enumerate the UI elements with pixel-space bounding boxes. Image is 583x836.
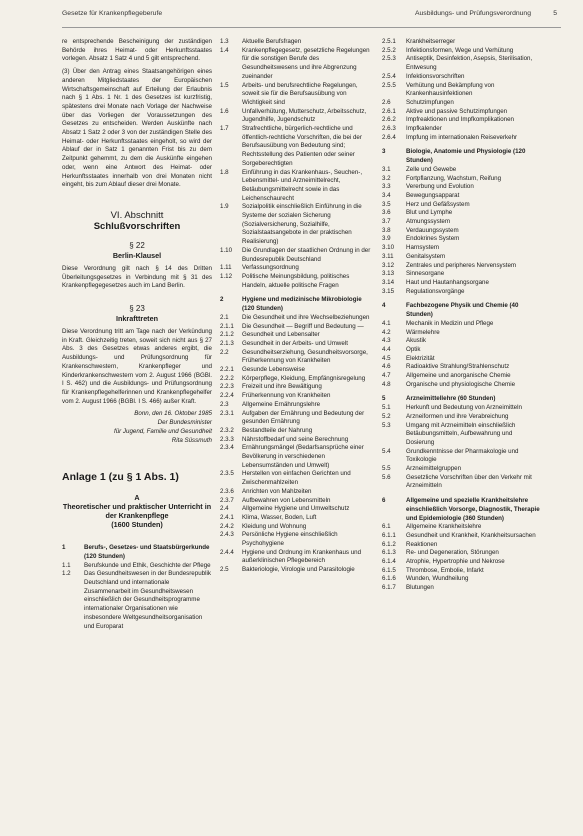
curriculum-item <box>382 575 542 584</box>
item-text: Früherkennung von Krankheiten <box>242 392 331 400</box>
paragraph-22-text: Diese Verordnung gilt nach § 14 des Dritten Überleitungsgesetzes in Verbindung mit § 31 des Krankenpflegegesetzes auch im Land Berlin. <box>62 264 212 290</box>
item-number: 1.7 <box>220 125 229 133</box>
item-text: Gesundheit und Krankheit, Krankheitsursachen <box>406 531 536 539</box>
anlage-title: Theoretischer und praktischer Unterricht in der Krankenpflege <box>62 502 212 521</box>
item-text: Impfung im internationalen Reiseverkehr <box>406 133 518 141</box>
item-text: Allgemeine Hygiene und Umweltschutz <box>242 505 350 513</box>
item-text: Kleidung und Wohnung <box>242 522 307 530</box>
item-text: Gesunde Lebensweise <box>242 366 305 374</box>
item-number: 2.4.3 <box>220 531 234 539</box>
item-text: Freizeit und ihre Bewältigung <box>242 383 322 391</box>
item-text: Wunden, Wundheilung <box>406 575 469 583</box>
curriculum-item <box>220 314 374 323</box>
item-number: 2.1.1 <box>220 322 234 330</box>
item-number: 5.5 <box>382 465 391 473</box>
curriculum-item <box>382 422 542 448</box>
item-text: Endokrines System <box>406 235 460 243</box>
item-text: Verhütung und Bekämpfung von Krankenhausinfektionen <box>406 81 495 98</box>
item-text: Elektrizität <box>406 354 435 362</box>
item-text: Nährstoffbedarf und seine Berechnung <box>242 435 349 443</box>
item-number: 5.6 <box>382 473 391 481</box>
abschnitt-title: Schlußvorschriften <box>93 220 181 232</box>
item-text: Arzneimittellehre (60 Stunden) <box>406 395 496 403</box>
item-number: 4.6 <box>382 363 391 371</box>
column-1 <box>62 38 212 631</box>
item-text: Blut und Lymphe <box>406 209 453 217</box>
item-text: Re- und Degeneration, Störungen <box>406 549 499 557</box>
item-text: Herstellen von einfachen Gerichten und Zwischenmahlzeiten <box>242 470 351 487</box>
item-text: Krankheitserreger <box>406 38 456 45</box>
item-number: 3.14 <box>382 278 395 286</box>
item-text: Allgemeine Ernährungslehre <box>242 400 321 408</box>
item-number: 6.1.7 <box>382 584 396 592</box>
curriculum-item <box>220 375 374 384</box>
curriculum-item <box>382 346 542 355</box>
curriculum-item <box>382 73 542 82</box>
item-text: Mechanik in Medizin und Pflege <box>406 319 494 327</box>
item-text: Aufgaben der Ernährung und Bedeutung der gesunden Ernährung <box>242 409 365 426</box>
item-text: Arzneiformen und ihre Verabreichung <box>406 412 509 420</box>
signature-name: Rita Süssmuth <box>171 436 212 444</box>
curriculum-item <box>62 544 212 561</box>
item-number: 5.4 <box>382 447 391 455</box>
curriculum-item <box>382 227 542 236</box>
item-number: 2.4.4 <box>220 548 234 556</box>
item-text: Impfkalender <box>406 125 442 133</box>
paragraph-22-number: § 22 <box>129 240 145 250</box>
item-text: Allgemeine und spezielle Krankheitslehre einschließlich Vorsorge, Diagnostik, Therapie und Epidemiologie (360 Stunden) <box>406 497 540 522</box>
item-text: Gesundheit in der Arbeits- und Umwelt <box>242 339 348 347</box>
curriculum-item <box>382 355 542 364</box>
item-number: 4.7 <box>382 372 391 380</box>
curriculum-item <box>382 288 542 297</box>
item-number: 2.2.2 <box>220 374 234 382</box>
item-text: Regulationsvorgänge <box>406 287 465 295</box>
curriculum-item <box>382 192 542 201</box>
item-number: 1.10 <box>220 246 233 254</box>
item-number: 2.5.5 <box>382 81 396 89</box>
item-number: 3.10 <box>382 244 395 252</box>
curriculum-item <box>220 488 374 497</box>
curriculum-item <box>382 329 542 338</box>
curriculum-item <box>382 235 542 244</box>
item-number: 3.3 <box>382 183 391 191</box>
item-number: 1.4 <box>220 46 229 54</box>
curriculum-item <box>220 531 374 548</box>
item-number: 1.3 <box>220 38 229 45</box>
item-number: 4.1 <box>382 319 391 327</box>
curriculum-item <box>382 134 542 143</box>
item-text: Das Gesundheitswesen in der Bundesrepublik Deutschland und internationale Zusammenarbeit im Gesundheitswesen einschließlich der Gesundheitsprogramme internationaler Organisationen wie insbesondere Weltgesundheitsorganisation und Europarat <box>84 570 211 630</box>
item-text: Verdauungssystem <box>406 226 459 234</box>
item-number: 4.3 <box>382 337 391 345</box>
item-text: Schutzimpfungen <box>406 98 454 106</box>
item-text: Verfassungsordnung <box>242 264 299 272</box>
curriculum-list-col1 <box>62 544 212 631</box>
item-text: Haut und Hautanhangsorgane <box>406 278 489 286</box>
item-number: 1 <box>62 544 66 552</box>
curriculum-item <box>382 541 542 550</box>
item-number: 3.4 <box>382 191 391 199</box>
curriculum-item <box>220 349 374 366</box>
item-number: 2.6.3 <box>382 125 396 133</box>
item-number: 6.1 <box>382 523 391 531</box>
curriculum-item <box>220 566 374 575</box>
item-number: 2.3.5 <box>220 470 234 478</box>
item-text: Harnsystem <box>406 244 440 252</box>
item-text: Antiseptik, Desinfektion, Asepsis, Sterilisation, Entwesung <box>406 55 533 72</box>
curriculum-item <box>220 203 374 247</box>
item-text: Atmungssystem <box>406 218 451 226</box>
item-text: Bakteriologie, Virologie und Parasitologie <box>242 566 355 574</box>
item-text: Sozialpolitik einschließlich Einführung in die Systeme der sozialen Sicherung (Sozialversicherung, Sozialhilfe, Sozialstaatsangebote in der praktischen Realisierung) <box>242 203 362 246</box>
curriculum-item <box>382 567 542 576</box>
item-text: Politische Meinungsbildung, politisches Handeln, aktuelle politische Fragen <box>242 272 350 289</box>
item-number: 3.8 <box>382 226 391 234</box>
item-number: 5.2 <box>382 412 391 420</box>
item-text: Herkunft und Bedeutung von Arzneimitteln <box>406 404 522 412</box>
curriculum-item <box>382 218 542 227</box>
item-text: Fortpflanzung, Wachstum, Reifung <box>406 174 502 182</box>
curriculum-item <box>62 570 212 631</box>
item-text: Einführung in das Krankenhaus-, Seuchen-, Lebensmittel- und Arzneimittelrecht, Betäubungsmittelrecht sowie in das Leichenschaurecht <box>242 168 363 202</box>
curriculum-item <box>382 404 542 413</box>
item-text: Organische und physiologische Chemie <box>406 380 516 388</box>
curriculum-item <box>382 244 542 253</box>
curriculum-item <box>220 108 374 125</box>
item-text: Wärmelehre <box>406 328 440 336</box>
curriculum-item <box>220 444 374 470</box>
item-text: Allgemeine und anorganische Chemie <box>406 372 511 380</box>
curriculum-item <box>220 82 374 108</box>
header-title: Gesetze für Krankenpflegeberufe <box>62 10 163 17</box>
curriculum-item <box>382 302 542 319</box>
item-number: 4.2 <box>382 328 391 336</box>
paragraph: (3) Über den Antrag eines Staatsangehörigen eines anderen Mitgliedstaates der Europäischen Wirtschaftsgemeinschaft auf Erteilung der Erlaubnis nach § 1 Abs. 1 Nr. 1 des Gesetzes ist kurzfristig, spätestens drei Monate nach Vorlage der Nachweise über das Vorliegen der Voraussetzungen des Gesetzes zu entscheiden. Werden Auskünfte nach Absatz 1 Satz 2 oder 3 von der zuständigen Stelle des Heimat- oder Herkunftsstaates eingeholt, so wird der Ablauf der in Satz 1 genannten Frist bis zu dem Zeitpunkt gehemmt, zu dem die Auskünfte eingehen oder, wenn eine Antwort des Heimat- oder Herkunftsstaates innerhalb von drei Monaten nicht eingeht, bis zum Ablauf dieser drei Monate. <box>62 68 212 189</box>
item-text: Optik <box>406 345 421 353</box>
item-text: Herz und Gefäßsystem <box>406 200 470 208</box>
item-number: 2.1.2 <box>220 331 234 339</box>
item-number: 4.8 <box>382 380 391 388</box>
curriculum-item <box>220 392 374 401</box>
curriculum-item <box>382 55 542 72</box>
item-text: Impfreaktionen und Impfkomplikationen <box>406 116 514 124</box>
item-text: Hygiene und medizinische Mikrobiologie (120 Stunden) <box>242 296 362 313</box>
curriculum-item <box>382 465 542 474</box>
curriculum-item <box>220 296 374 313</box>
curriculum-item <box>382 584 542 593</box>
curriculum-item <box>382 82 542 99</box>
item-number: 6 <box>382 497 386 505</box>
curriculum-list-col3 <box>382 38 542 593</box>
item-text: Genitalsystem <box>406 252 446 260</box>
item-text: Reaktionen <box>406 540 438 548</box>
item-number: 3.11 <box>382 252 394 260</box>
item-text: Gesundheit und Lebensalter <box>242 331 320 339</box>
item-number: 1.11 <box>220 264 232 272</box>
curriculum-item <box>382 413 542 422</box>
anlage-letter: A <box>134 493 140 503</box>
abschnitt-number: VI. Abschnitt <box>110 209 164 221</box>
item-number: 2.6 <box>382 98 391 106</box>
curriculum-item <box>382 175 542 184</box>
curriculum-item <box>382 372 542 381</box>
curriculum-item <box>382 497 542 523</box>
curriculum-item <box>382 523 542 532</box>
item-number: 2.4.2 <box>220 522 234 530</box>
item-text: Die Gesundheit — Begriff und Bedeutung — <box>242 322 364 330</box>
curriculum-item <box>62 562 212 571</box>
curriculum-item <box>220 410 374 427</box>
anlage-hours: (1600 Stunden) <box>111 520 163 530</box>
curriculum-item <box>220 497 374 506</box>
item-number: 5 <box>382 395 386 403</box>
curriculum-item <box>382 532 542 541</box>
item-text: Infektionsformen, Wege und Verhütung <box>406 46 514 54</box>
curriculum-item <box>382 474 542 491</box>
item-text: Infektionsvorschriften <box>406 72 465 80</box>
item-number: 1.2 <box>62 570 71 578</box>
curriculum-item <box>382 558 542 567</box>
curriculum-item <box>382 47 542 56</box>
item-number: 3 <box>382 148 386 156</box>
item-number: 2.6.1 <box>382 107 396 115</box>
paragraph: re entsprechende Bescheinigung der zuständigen Behörde ihres Heimat- oder Herkunftsstaates vorlegen. Absatz 1 Satz 4 und 5 gilt entsprechend. <box>62 38 212 63</box>
signature-role: Der Bundesminister <box>157 419 212 427</box>
item-number: 6.1.2 <box>382 540 396 548</box>
curriculum-item <box>382 337 542 346</box>
item-number: 2.1 <box>220 313 229 321</box>
item-number: 2.5.4 <box>382 72 396 80</box>
item-text: Aufbewahren von Lebensmitteln <box>242 496 331 504</box>
paragraph-23-title: Inkrafttreten <box>116 314 158 324</box>
curriculum-item <box>382 38 542 47</box>
paragraph-23-number: § 23 <box>129 304 145 314</box>
item-text: Thrombose, Embolie, Infarkt <box>406 566 484 574</box>
item-text: Arbeits- und berufsrechtliche Regelungen, soweit sie für die Berufsausübung von Wichtigkeit sind <box>242 81 358 106</box>
item-text: Krankenpflegegesetz, gesetzliche Regelungen für die sonstigen Berufe des Gesundheitswesens und ihre Abgrenzung zueinander <box>242 46 370 80</box>
item-number: 6.1.5 <box>382 566 396 574</box>
item-text: Radioaktive Strahlung/Strahlenschutz <box>406 363 510 371</box>
item-text: Berufskunde und Ethik, Geschichte der Pflege <box>84 561 211 569</box>
item-number: 2.5 <box>220 566 229 574</box>
item-number: 3.15 <box>382 287 395 295</box>
item-number: 4.4 <box>382 345 391 353</box>
item-text: Sinnesorgane <box>406 270 445 278</box>
item-text: Umgang mit Arzneimitteln einschließlich Betäubungsmitteln, Aufbewahrung und Dosierung <box>406 421 516 446</box>
item-text: Berufs-, Gesetzes- und Staatsbürgerkunde (120 Stunden) <box>84 544 210 560</box>
running-header <box>62 10 561 22</box>
item-number: 2.3.1 <box>220 409 234 417</box>
curriculum-item <box>382 201 542 210</box>
item-number: 2.2.3 <box>220 383 234 391</box>
item-number: 1.6 <box>220 107 229 115</box>
item-text: Hygiene und Ordnung im Krankenhaus und außerklinischen Pflegebereich <box>242 548 362 565</box>
item-number: 2.2 <box>220 348 229 356</box>
curriculum-item <box>220 401 374 410</box>
curriculum-item <box>220 383 374 392</box>
curriculum-item <box>382 209 542 218</box>
item-number: 2.3.4 <box>220 444 234 452</box>
curriculum-item <box>382 320 542 329</box>
page-number: 5 <box>553 10 557 17</box>
curriculum-item <box>220 247 374 264</box>
curriculum-item <box>382 363 542 372</box>
item-text: Aktive und passive Schutzimpfungen <box>406 107 508 115</box>
item-number: 5.3 <box>382 421 391 429</box>
item-text: Strafrechtliche, bürgerlich-rechtliche und öffentlich-rechtliche Vorschriften, die bei der Berufsausübung von Bedeutung sind; Rechtsstellung des Patienten oder seiner Sorgeberechtigten <box>242 125 362 167</box>
item-text: Aktuelle Berufsfragen <box>242 38 302 45</box>
paragraph-22-title: Berlin-Klausel <box>112 250 162 260</box>
curriculum-item <box>382 148 542 165</box>
item-text: Die Grundlagen der staatlichen Ordnung in der Bundesrepublik Deutschland <box>242 246 371 263</box>
item-number: 3.6 <box>382 209 391 217</box>
curriculum-item <box>220 47 374 82</box>
item-number: 4.5 <box>382 354 391 362</box>
item-text: Allgemeine Krankheitslehre <box>406 523 482 531</box>
curriculum-item <box>220 125 374 169</box>
item-number: 2 <box>220 296 224 304</box>
item-number: 2.3.2 <box>220 426 234 434</box>
curriculum-item <box>382 183 542 192</box>
curriculum-item <box>382 262 542 271</box>
item-text: Bewegungsapparat <box>406 191 460 199</box>
item-number: 2.3.3 <box>220 435 234 443</box>
curriculum-item <box>220 366 374 375</box>
curriculum-item <box>382 279 542 288</box>
curriculum-item <box>382 549 542 558</box>
item-number: 2.2.4 <box>220 392 234 400</box>
item-text: Zelle und Gewebe <box>406 165 457 173</box>
item-text: Arzneimittelgruppen <box>406 465 462 473</box>
item-text: Biologie, Anatomie und Physiologie (120 Stunden) <box>406 148 526 165</box>
curriculum-item <box>220 264 374 273</box>
item-text: Körperpflege, Kleidung, Empfängnisregelung <box>242 374 366 382</box>
item-text: Klima, Wasser, Boden, Luft <box>242 513 317 521</box>
curriculum-item <box>220 436 374 445</box>
item-text: Blutungen <box>406 584 434 592</box>
item-number: 3.13 <box>382 270 395 278</box>
item-text: Fachbezogene Physik und Chemie (40 Stunden) <box>406 302 519 319</box>
item-number: 2.5.3 <box>382 55 396 63</box>
item-number: 3.12 <box>382 261 395 269</box>
curriculum-item <box>220 169 374 204</box>
item-text: Anrichten von Mahlzeiten <box>242 487 312 495</box>
curriculum-item <box>220 38 374 47</box>
curriculum-item <box>382 125 542 134</box>
item-number: 2.6.4 <box>382 133 396 141</box>
item-number: 2.6.2 <box>382 116 396 124</box>
header-rule <box>62 27 561 28</box>
curriculum-item <box>382 253 542 262</box>
item-number: 3.9 <box>382 235 391 243</box>
curriculum-item <box>382 448 542 465</box>
curriculum-item <box>382 166 542 175</box>
item-text: Gesetzliche Vorschriften über den Verkehr mit Arzneimitteln <box>406 473 532 490</box>
item-number: 1.9 <box>220 203 229 211</box>
curriculum-item <box>220 427 374 436</box>
curriculum-item <box>220 523 374 532</box>
item-number: 2.3.7 <box>220 496 234 504</box>
item-text: Akustik <box>406 337 426 345</box>
item-number: 2.5.2 <box>382 46 396 54</box>
item-number: 6.1.1 <box>382 531 396 539</box>
item-text: Bestandteile der Nahrung <box>242 426 313 434</box>
item-number: 1.8 <box>220 168 229 176</box>
item-number: 1.12 <box>220 272 233 280</box>
item-number: 4 <box>382 302 386 310</box>
item-number: 3.7 <box>382 218 391 226</box>
item-number: 6.1.6 <box>382 575 396 583</box>
item-text: Persönliche Hygiene einschließlich Psychohygiene <box>242 531 338 548</box>
item-number: 6.1.3 <box>382 549 396 557</box>
paragraph-23-text: Diese Verordnung tritt am Tage nach der Verkündung in Kraft. Gleichzeitig treten, soweit sich nicht aus § 27 Abs. 3 des Gesetzes etwas anderes ergibt, die Ausbildungs- und Prüfungsordnung für Krankenschwestern, Krankenpfleger und Kinderkrankenschwestern vom 2. August 1966 (BGBl. I S. 462) und die Ausbildungs- und Prüfungsordnung für Krankenpflegehelferinnen und Krankenpflegehelfer vom 2. August 1966 (BGBl. I S. 466) außer Kraft. <box>62 328 212 405</box>
curriculum-item <box>382 395 542 404</box>
curriculum-item <box>220 323 374 332</box>
curriculum-item <box>382 270 542 279</box>
curriculum-item <box>220 470 374 487</box>
curriculum-item <box>220 549 374 566</box>
item-number: 5.1 <box>382 404 391 412</box>
curriculum-item <box>382 116 542 125</box>
anlage-heading: Anlage 1 (zu § 1 Abs. 1) <box>62 471 179 484</box>
curriculum-item <box>220 331 374 340</box>
item-number: 1.1 <box>62 561 71 569</box>
item-number: 2.3 <box>220 400 229 408</box>
item-text: Gesundheitserziehung, Gesundheitsvorsorge, Früherkennung von Krankheiten <box>242 348 368 365</box>
item-number: 3.1 <box>382 165 391 173</box>
curriculum-item <box>382 99 542 108</box>
curriculum-item <box>382 108 542 117</box>
header-section: Ausbildungs- und Prüfungsverordnung <box>414 10 531 17</box>
curriculum-item <box>220 505 374 514</box>
curriculum-item <box>220 340 374 349</box>
item-text: Grundkenntnisse der Pharmakologie und Toxikologie <box>406 447 519 464</box>
item-text: Zentrales und peripheres Nervensystem <box>406 261 517 269</box>
item-text: Unfallverhütung, Mutterschutz, Arbeitsschutz, Jugendhilfe, Jugendschutz <box>242 107 367 124</box>
curriculum-list-col2 <box>220 38 374 575</box>
item-text: Vererbung und Evolution <box>406 183 474 191</box>
curriculum-item <box>382 381 542 390</box>
item-number: 2.5.1 <box>382 38 396 45</box>
item-number: 6.1.4 <box>382 558 396 566</box>
item-number: 3.5 <box>382 200 391 208</box>
curriculum-item <box>220 514 374 523</box>
item-number: 2.4.1 <box>220 513 234 521</box>
item-text: Atrophie, Hypertrophie und Nekrose <box>406 558 505 566</box>
item-number: 2.2.1 <box>220 366 234 374</box>
signature-place-date: Bonn, den 16. Oktober 1985 <box>134 410 212 418</box>
curriculum-item <box>220 273 374 290</box>
item-text: Die Gesundheit und ihre Wechselbeziehungen <box>242 313 370 321</box>
signature-department: für Jugend, Familie und Gesundheit <box>113 427 212 435</box>
item-number: 2.1.3 <box>220 339 234 347</box>
item-text: Ernährungsmängel (Bedarfsansprüche einer Bevölkerung in verschiedenen Lebensumständen und Umwelt) <box>242 444 364 469</box>
item-number: 3.2 <box>382 174 391 182</box>
item-number: 2.4 <box>220 505 229 513</box>
item-number: 1.5 <box>220 81 229 89</box>
item-number: 2.3.6 <box>220 487 234 495</box>
